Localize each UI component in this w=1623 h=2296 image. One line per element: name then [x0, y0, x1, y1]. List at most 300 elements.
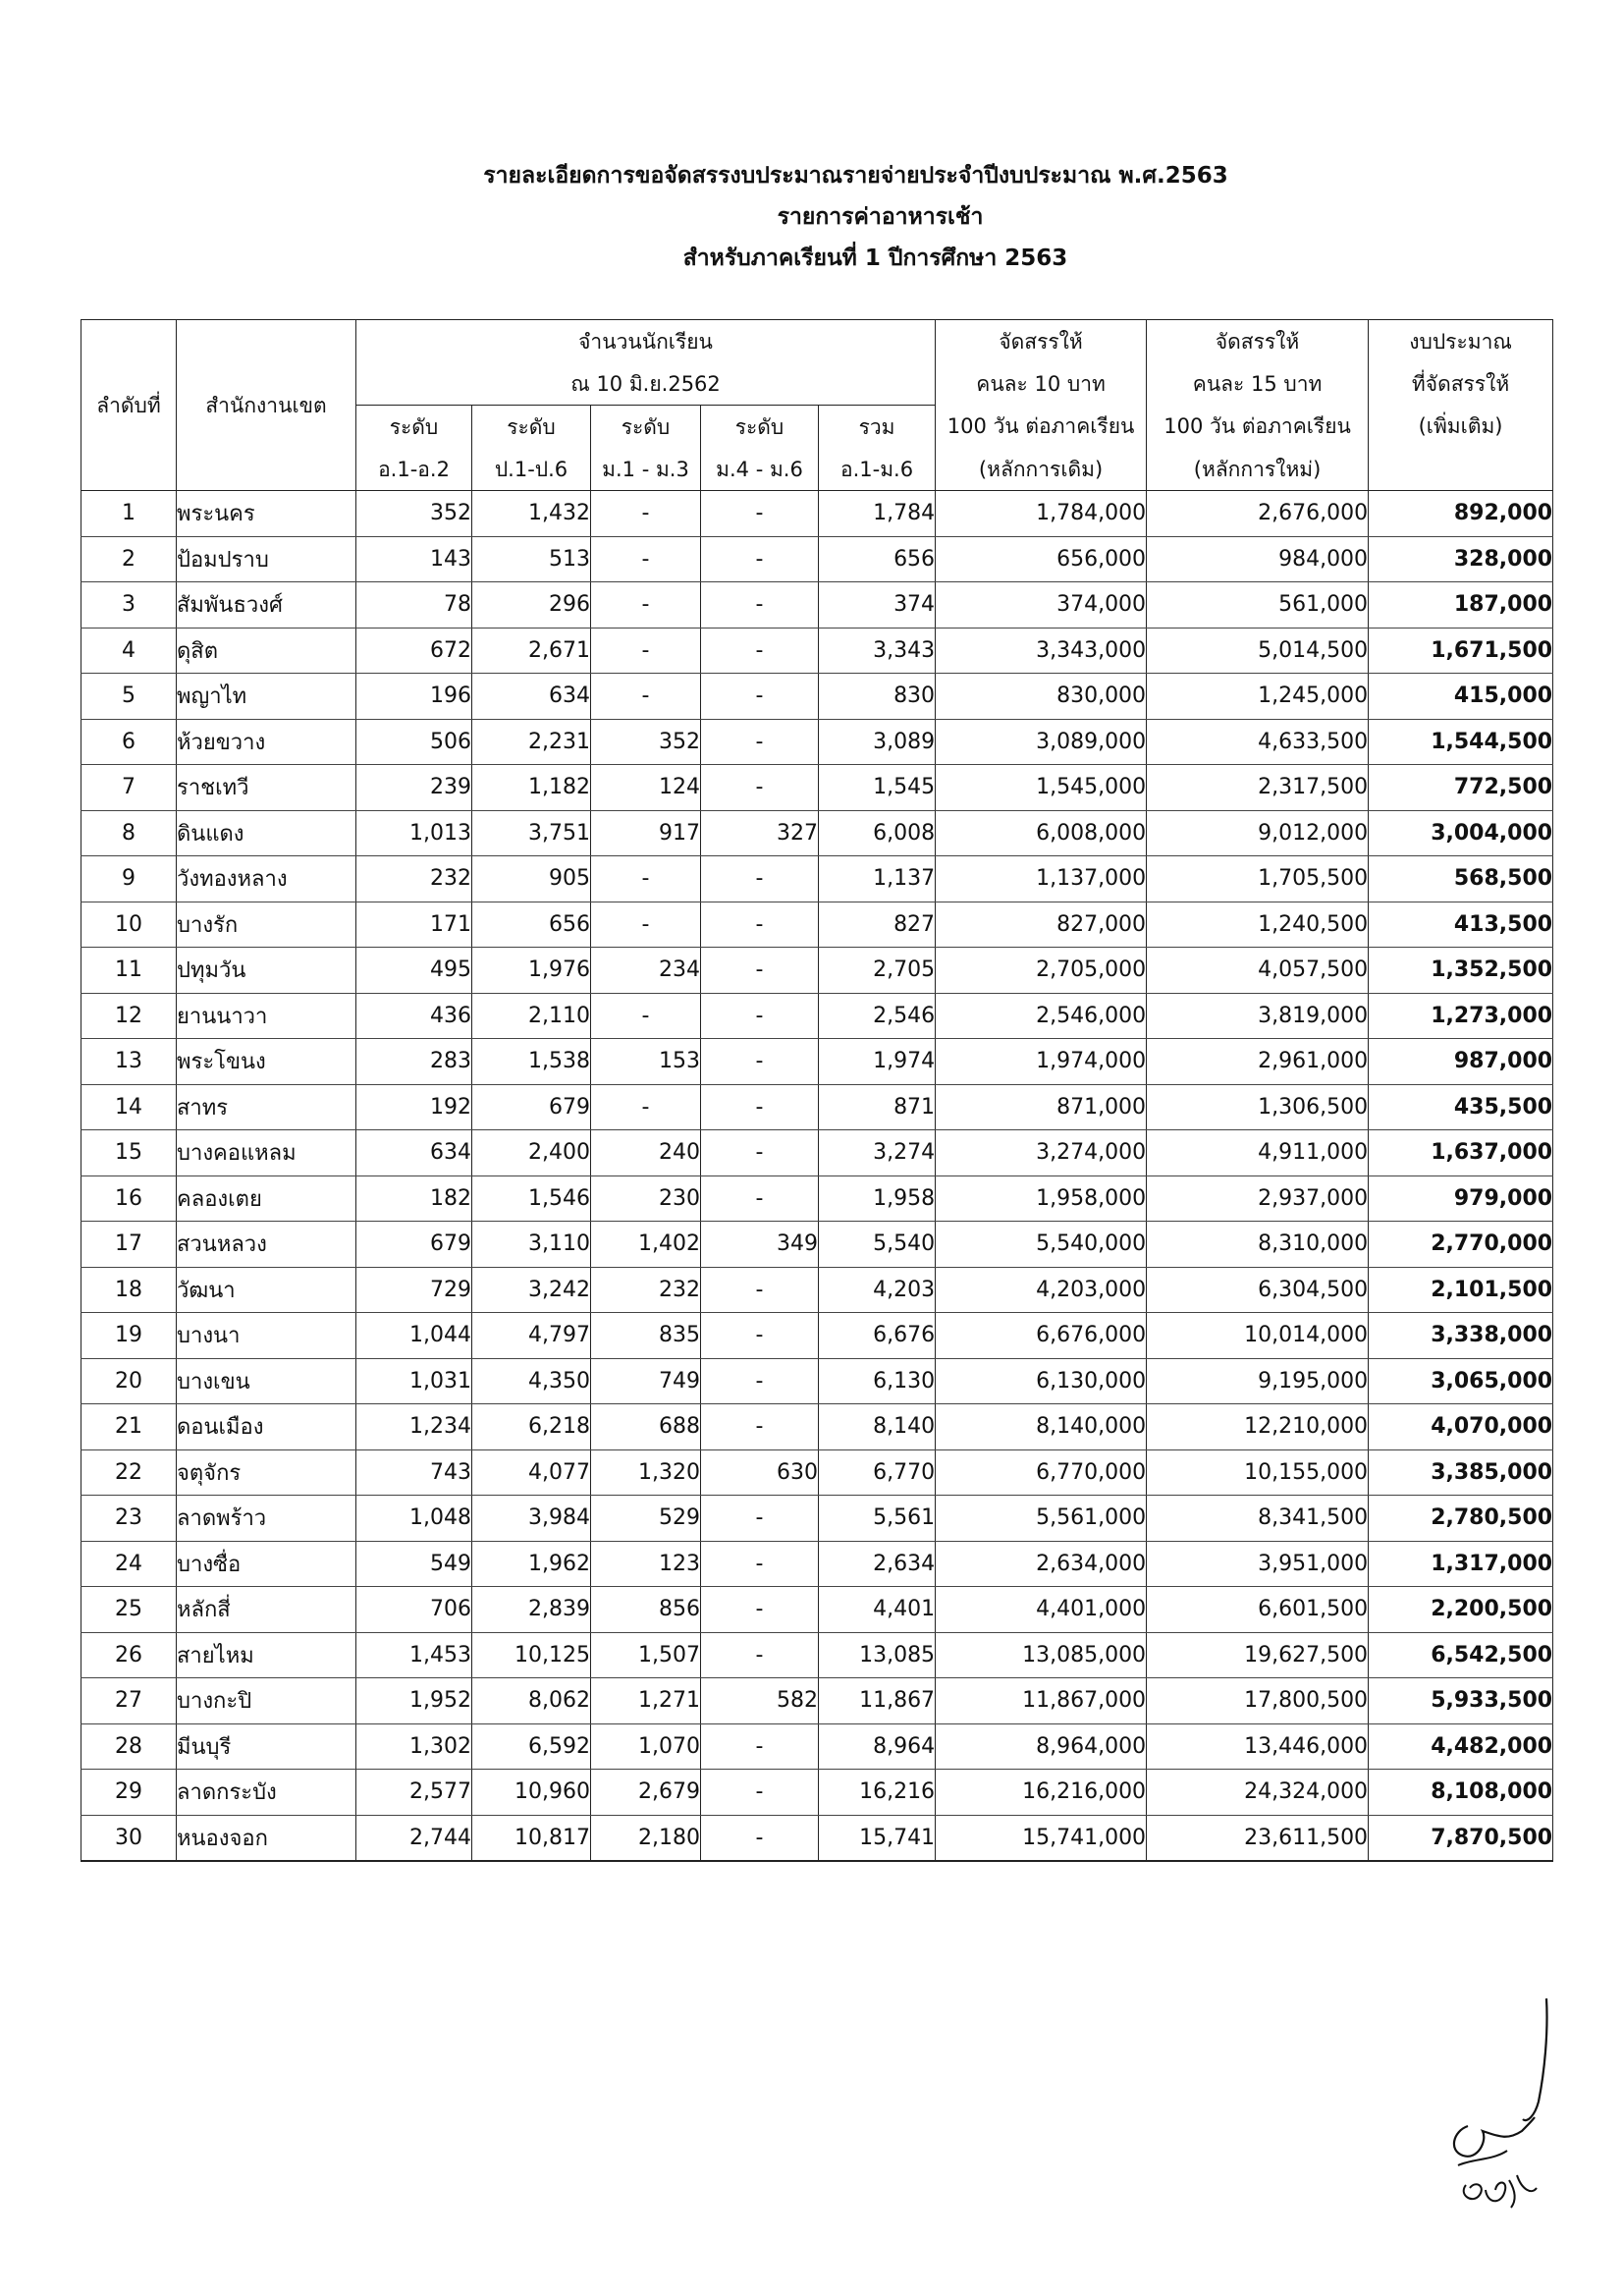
- cell-lvl4: -: [701, 1723, 819, 1770]
- cell-no: 19: [81, 1313, 177, 1359]
- cell-office: บางซื่อ: [177, 1541, 356, 1587]
- table-row: [81, 582, 1553, 629]
- cell-lvl1: 743: [356, 1449, 472, 1496]
- cell-no: 16: [81, 1175, 177, 1222]
- cell-new-alloc: 17,800,500: [1147, 1678, 1369, 1724]
- cell-lvl4: -: [701, 674, 819, 720]
- cell-new-alloc: 23,611,500: [1147, 1815, 1369, 1861]
- table-row: [81, 1358, 1553, 1404]
- cell-old-alloc: 8,140,000: [936, 1404, 1147, 1450]
- cell-new-alloc: 1,705,500: [1147, 856, 1369, 902]
- cell-old-alloc: 1,974,000: [936, 1039, 1147, 1085]
- cell-lvl3: 835: [591, 1313, 701, 1359]
- cell-lvl2: 296: [472, 582, 591, 629]
- table-row: [81, 719, 1553, 765]
- header-students-2: ณ 10 มิ.ย.2562: [356, 362, 936, 406]
- header-lvl4-a: ระดับ: [701, 406, 819, 449]
- cell-lvl4: -: [701, 1770, 819, 1816]
- cell-lvl3: 917: [591, 810, 701, 856]
- cell-lvl1: 232: [356, 856, 472, 902]
- cell-lvl1: 436: [356, 993, 472, 1039]
- header-old-2: คนละ 10 บาท: [936, 362, 1147, 406]
- cell-lvl4: 327: [701, 810, 819, 856]
- cell-lvl1: 143: [356, 536, 472, 582]
- cell-lvl3: 153: [591, 1039, 701, 1085]
- cell-no: 30: [81, 1815, 177, 1861]
- cell-budget: 7,870,500: [1369, 1815, 1553, 1861]
- cell-lvl2: 1,538: [472, 1039, 591, 1085]
- cell-lvl3: 1,507: [591, 1632, 701, 1678]
- cell-lvl2: 6,218: [472, 1404, 591, 1450]
- cell-office: วัฒนา: [177, 1267, 356, 1313]
- cell-no: 7: [81, 765, 177, 811]
- cell-budget: 2,780,500: [1369, 1496, 1553, 1542]
- cell-old-alloc: 374,000: [936, 582, 1147, 629]
- cell-old-alloc: 6,130,000: [936, 1358, 1147, 1404]
- cell-lvl3: -: [591, 993, 701, 1039]
- table-row: [81, 1632, 1553, 1678]
- cell-budget: 1,352,500: [1369, 948, 1553, 994]
- cell-total: 6,008: [819, 810, 936, 856]
- cell-budget: 8,108,000: [1369, 1770, 1553, 1816]
- cell-total: 6,676: [819, 1313, 936, 1359]
- cell-lvl2: 905: [472, 856, 591, 902]
- cell-old-alloc: 6,770,000: [936, 1449, 1147, 1496]
- cell-lvl2: 10,125: [472, 1632, 591, 1678]
- table-row: [81, 1723, 1553, 1770]
- header-office: สำนักงานเขต: [177, 320, 356, 491]
- table-row: [81, 1587, 1553, 1633]
- cell-office: บางกะปิ: [177, 1678, 356, 1724]
- cell-lvl2: 4,350: [472, 1358, 591, 1404]
- cell-old-alloc: 8,964,000: [936, 1723, 1147, 1770]
- cell-lvl3: 1,070: [591, 1723, 701, 1770]
- cell-old-alloc: 3,343,000: [936, 628, 1147, 674]
- cell-lvl4: 349: [701, 1222, 819, 1268]
- cell-no: 28: [81, 1723, 177, 1770]
- table-row: [81, 1770, 1553, 1816]
- cell-lvl2: 634: [472, 674, 591, 720]
- cell-office: ดอนเมือง: [177, 1404, 356, 1450]
- cell-lvl2: 8,062: [472, 1678, 591, 1724]
- cell-total: 827: [819, 902, 936, 948]
- cell-total: 11,867: [819, 1678, 936, 1724]
- cell-new-alloc: 4,911,000: [1147, 1130, 1369, 1176]
- header-new-4: (หลักการใหม่): [1147, 448, 1369, 491]
- cell-office: บางเขน: [177, 1358, 356, 1404]
- cell-office: จตุจักร: [177, 1449, 356, 1496]
- cell-old-alloc: 4,401,000: [936, 1587, 1147, 1633]
- cell-no: 8: [81, 810, 177, 856]
- cell-old-alloc: 2,546,000: [936, 993, 1147, 1039]
- cell-office: พระโขนง: [177, 1039, 356, 1085]
- cell-budget: 2,101,500: [1369, 1267, 1553, 1313]
- cell-new-alloc: 3,819,000: [1147, 993, 1369, 1039]
- cell-budget: 5,933,500: [1369, 1678, 1553, 1724]
- cell-total: 4,401: [819, 1587, 936, 1633]
- cell-office: มีนบุรี: [177, 1723, 356, 1770]
- cell-lvl4: -: [701, 1541, 819, 1587]
- cell-new-alloc: 6,601,500: [1147, 1587, 1369, 1633]
- cell-lvl1: 495: [356, 948, 472, 994]
- cell-office: หนองจอก: [177, 1815, 356, 1861]
- cell-lvl3: 529: [591, 1496, 701, 1542]
- cell-office: พระนคร: [177, 491, 356, 537]
- cell-lvl3: 1,320: [591, 1449, 701, 1496]
- table-row: [81, 1404, 1553, 1450]
- cell-new-alloc: 2,676,000: [1147, 491, 1369, 537]
- cell-lvl3: 2,679: [591, 1770, 701, 1816]
- cell-total: 2,546: [819, 993, 936, 1039]
- cell-lvl2: 513: [472, 536, 591, 582]
- cell-lvl4: -: [701, 856, 819, 902]
- cell-office: ยานนาวา: [177, 993, 356, 1039]
- cell-lvl1: 549: [356, 1541, 472, 1587]
- cell-lvl4: -: [701, 1404, 819, 1450]
- table-row: [81, 491, 1553, 537]
- cell-office: บางนา: [177, 1313, 356, 1359]
- cell-budget: 4,482,000: [1369, 1723, 1553, 1770]
- cell-no: 10: [81, 902, 177, 948]
- cell-budget: 892,000: [1369, 491, 1553, 537]
- cell-total: 1,974: [819, 1039, 936, 1085]
- table-row: [81, 902, 1553, 948]
- cell-lvl1: 729: [356, 1267, 472, 1313]
- cell-lvl3: 230: [591, 1175, 701, 1222]
- table-row: [81, 1039, 1553, 1085]
- cell-lvl3: -: [591, 1084, 701, 1130]
- cell-no: 17: [81, 1222, 177, 1268]
- cell-lvl1: 352: [356, 491, 472, 537]
- cell-budget: 413,500: [1369, 902, 1553, 948]
- header-lvl3-a: ระดับ: [591, 406, 701, 449]
- cell-no: 13: [81, 1039, 177, 1085]
- cell-lvl3: -: [591, 856, 701, 902]
- cell-lvl4: -: [701, 536, 819, 582]
- cell-lvl1: 1,044: [356, 1313, 472, 1359]
- cell-no: 29: [81, 1770, 177, 1816]
- cell-lvl1: 2,744: [356, 1815, 472, 1861]
- cell-budget: 3,385,000: [1369, 1449, 1553, 1496]
- cell-lvl3: 688: [591, 1404, 701, 1450]
- cell-total: 1,784: [819, 491, 936, 537]
- cell-new-alloc: 9,195,000: [1147, 1358, 1369, 1404]
- cell-no: 22: [81, 1449, 177, 1496]
- cell-lvl4: -: [701, 628, 819, 674]
- cell-lvl4: -: [701, 1587, 819, 1633]
- cell-lvl2: 4,077: [472, 1449, 591, 1496]
- cell-total: 16,216: [819, 1770, 936, 1816]
- cell-old-alloc: 5,561,000: [936, 1496, 1147, 1542]
- header-lvl1-b: อ.1-อ.2: [356, 448, 472, 491]
- header-total-a: รวม: [819, 406, 936, 449]
- cell-office: ลาดกระบัง: [177, 1770, 356, 1816]
- cell-lvl1: 706: [356, 1587, 472, 1633]
- table-row: [81, 1496, 1553, 1542]
- cell-office: ปทุมวัน: [177, 948, 356, 994]
- table-row: [81, 993, 1553, 1039]
- cell-lvl1: 2,577: [356, 1770, 472, 1816]
- cell-no: 18: [81, 1267, 177, 1313]
- cell-no: 20: [81, 1358, 177, 1404]
- table-row: [81, 1313, 1553, 1359]
- cell-old-alloc: 13,085,000: [936, 1632, 1147, 1678]
- cell-lvl3: 856: [591, 1587, 701, 1633]
- cell-budget: 1,637,000: [1369, 1130, 1553, 1176]
- cell-lvl2: 679: [472, 1084, 591, 1130]
- header-total-b: อ.1-ม.6: [819, 448, 936, 491]
- header-lvl1-a: ระดับ: [356, 406, 472, 449]
- cell-total: 8,140: [819, 1404, 936, 1450]
- cell-old-alloc: 6,676,000: [936, 1313, 1147, 1359]
- cell-lvl2: 3,751: [472, 810, 591, 856]
- cell-lvl4: -: [701, 1084, 819, 1130]
- cell-budget: 187,000: [1369, 582, 1553, 629]
- cell-total: 2,705: [819, 948, 936, 994]
- cell-lvl2: 1,962: [472, 1541, 591, 1587]
- cell-lvl1: 1,013: [356, 810, 472, 856]
- table-row: [81, 1222, 1553, 1268]
- cell-lvl2: 656: [472, 902, 591, 948]
- cell-old-alloc: 11,867,000: [936, 1678, 1147, 1724]
- cell-lvl4: -: [701, 582, 819, 629]
- cell-lvl4: -: [701, 719, 819, 765]
- cell-new-alloc: 1,240,500: [1147, 902, 1369, 948]
- cell-new-alloc: 10,155,000: [1147, 1449, 1369, 1496]
- cell-new-alloc: 8,341,500: [1147, 1496, 1369, 1542]
- cell-total: 3,089: [819, 719, 936, 765]
- cell-new-alloc: 9,012,000: [1147, 810, 1369, 856]
- cell-lvl1: 506: [356, 719, 472, 765]
- title-line-2: รายการค่าอาหารเช้า: [777, 204, 984, 230]
- cell-new-alloc: 561,000: [1147, 582, 1369, 629]
- cell-lvl2: 3,242: [472, 1267, 591, 1313]
- header-old-1: จัดสรรให้: [936, 320, 1147, 363]
- cell-budget: 3,338,000: [1369, 1313, 1553, 1359]
- cell-old-alloc: 3,089,000: [936, 719, 1147, 765]
- cell-lvl3: -: [591, 902, 701, 948]
- cell-no: 5: [81, 674, 177, 720]
- cell-lvl3: 749: [591, 1358, 701, 1404]
- cell-new-alloc: 1,306,500: [1147, 1084, 1369, 1130]
- cell-lvl3: -: [591, 491, 701, 537]
- cell-lvl3: -: [591, 674, 701, 720]
- cell-no: 25: [81, 1587, 177, 1633]
- cell-no: 6: [81, 719, 177, 765]
- table-body: [81, 491, 1553, 1862]
- cell-lvl1: 672: [356, 628, 472, 674]
- cell-lvl2: 1,432: [472, 491, 591, 537]
- cell-lvl1: 679: [356, 1222, 472, 1268]
- cell-lvl1: 196: [356, 674, 472, 720]
- cell-lvl1: 283: [356, 1039, 472, 1085]
- table-row: [81, 628, 1553, 674]
- cell-budget: 568,500: [1369, 856, 1553, 902]
- cell-new-alloc: 13,446,000: [1147, 1723, 1369, 1770]
- cell-office: บางคอแหลม: [177, 1130, 356, 1176]
- cell-lvl4: 630: [701, 1449, 819, 1496]
- cell-lvl3: 1,271: [591, 1678, 701, 1724]
- cell-lvl4: -: [701, 1039, 819, 1085]
- cell-lvl1: 239: [356, 765, 472, 811]
- table-row: [81, 948, 1553, 994]
- cell-lvl1: 192: [356, 1084, 472, 1130]
- cell-new-alloc: 12,210,000: [1147, 1404, 1369, 1450]
- cell-new-alloc: 24,324,000: [1147, 1770, 1369, 1816]
- cell-old-alloc: 1,784,000: [936, 491, 1147, 537]
- cell-no: 3: [81, 582, 177, 629]
- table-row: [81, 1130, 1553, 1176]
- cell-office: สัมพันธวงศ์: [177, 582, 356, 629]
- cell-total: 2,634: [819, 1541, 936, 1587]
- cell-total: 8,964: [819, 1723, 936, 1770]
- cell-budget: 415,000: [1369, 674, 1553, 720]
- cell-old-alloc: 1,958,000: [936, 1175, 1147, 1222]
- cell-lvl4: -: [701, 1313, 819, 1359]
- cell-lvl4: 582: [701, 1678, 819, 1724]
- handwritten-signature: [1429, 1994, 1576, 2219]
- cell-lvl1: 182: [356, 1175, 472, 1222]
- cell-lvl3: 232: [591, 1267, 701, 1313]
- cell-total: 830: [819, 674, 936, 720]
- cell-office: หลักสี่: [177, 1587, 356, 1633]
- cell-lvl2: 2,110: [472, 993, 591, 1039]
- cell-office: ป้อมปราบ: [177, 536, 356, 582]
- header-lvl2-b: ป.1-ป.6: [472, 448, 591, 491]
- cell-old-alloc: 1,137,000: [936, 856, 1147, 902]
- table-row: [81, 1815, 1553, 1861]
- table-row: [81, 1084, 1553, 1130]
- header-new-2: คนละ 15 บาท: [1147, 362, 1369, 406]
- cell-office: ห้วยขวาง: [177, 719, 356, 765]
- cell-new-alloc: 8,310,000: [1147, 1222, 1369, 1268]
- cell-total: 1,958: [819, 1175, 936, 1222]
- cell-lvl3: 1,402: [591, 1222, 701, 1268]
- cell-lvl2: 10,960: [472, 1770, 591, 1816]
- cell-budget: 2,200,500: [1369, 1587, 1553, 1633]
- cell-office: สายไหม: [177, 1632, 356, 1678]
- cell-no: 11: [81, 948, 177, 994]
- cell-old-alloc: 3,274,000: [936, 1130, 1147, 1176]
- cell-office: ลาดพร้าว: [177, 1496, 356, 1542]
- cell-budget: 987,000: [1369, 1039, 1553, 1085]
- table-row: [81, 765, 1553, 811]
- header-budget-2: ที่จัดสรรให้: [1369, 362, 1553, 406]
- cell-old-alloc: 6,008,000: [936, 810, 1147, 856]
- cell-total: 4,203: [819, 1267, 936, 1313]
- cell-lvl1: 1,952: [356, 1678, 472, 1724]
- cell-lvl1: 634: [356, 1130, 472, 1176]
- cell-new-alloc: 3,951,000: [1147, 1541, 1369, 1587]
- cell-lvl2: 10,817: [472, 1815, 591, 1861]
- header-lvl3-b: ม.1 - ม.3: [591, 448, 701, 491]
- cell-office: ราชเทวี: [177, 765, 356, 811]
- cell-lvl2: 2,839: [472, 1587, 591, 1633]
- cell-lvl2: 3,110: [472, 1222, 591, 1268]
- cell-office: ดุสิต: [177, 628, 356, 674]
- cell-lvl4: -: [701, 1175, 819, 1222]
- cell-lvl4: -: [701, 902, 819, 948]
- cell-total: 1,137: [819, 856, 936, 902]
- cell-lvl1: 1,234: [356, 1404, 472, 1450]
- table-row: [81, 536, 1553, 582]
- cell-no: 2: [81, 536, 177, 582]
- header-students-1: จำนวนนักเรียน: [356, 320, 936, 363]
- cell-lvl4: -: [701, 765, 819, 811]
- cell-no: 21: [81, 1404, 177, 1450]
- cell-lvl3: 240: [591, 1130, 701, 1176]
- cell-total: 6,770: [819, 1449, 936, 1496]
- cell-old-alloc: 2,705,000: [936, 948, 1147, 994]
- cell-budget: 1,544,500: [1369, 719, 1553, 765]
- cell-old-alloc: 15,741,000: [936, 1815, 1147, 1861]
- cell-lvl3: 352: [591, 719, 701, 765]
- header-budget-blank: [1369, 448, 1553, 491]
- cell-lvl1: 171: [356, 902, 472, 948]
- cell-office: บางรัก: [177, 902, 356, 948]
- cell-office: สวนหลวง: [177, 1222, 356, 1268]
- cell-budget: 435,500: [1369, 1084, 1553, 1130]
- table-row: [81, 810, 1553, 856]
- cell-no: 27: [81, 1678, 177, 1724]
- title-line-1: รายละเอียดการขอจัดสรรงบประมาณรายจ่ายประจำปีงบประมาณ พ.ศ.2563: [483, 163, 1228, 189]
- cell-new-alloc: 2,937,000: [1147, 1175, 1369, 1222]
- table-row: [81, 1541, 1553, 1587]
- header-new-1: จัดสรรให้: [1147, 320, 1369, 363]
- cell-total: 871: [819, 1084, 936, 1130]
- cell-old-alloc: 1,545,000: [936, 765, 1147, 811]
- cell-no: 26: [81, 1632, 177, 1678]
- cell-new-alloc: 4,633,500: [1147, 719, 1369, 765]
- cell-budget: 2,770,000: [1369, 1222, 1553, 1268]
- cell-lvl4: -: [701, 1267, 819, 1313]
- header-lvl2-a: ระดับ: [472, 406, 591, 449]
- document-title: [0, 155, 1623, 279]
- cell-budget: 1,671,500: [1369, 628, 1553, 674]
- header-new-3: 100 วัน ต่อภาคเรียน: [1147, 406, 1369, 449]
- cell-lvl2: 1,182: [472, 765, 591, 811]
- cell-old-alloc: 827,000: [936, 902, 1147, 948]
- cell-budget: 1,273,000: [1369, 993, 1553, 1039]
- cell-total: 374: [819, 582, 936, 629]
- cell-new-alloc: 19,627,500: [1147, 1632, 1369, 1678]
- cell-budget: 4,070,000: [1369, 1404, 1553, 1450]
- cell-no: 14: [81, 1084, 177, 1130]
- header-no: ลำดับที่: [81, 320, 177, 491]
- cell-new-alloc: 10,014,000: [1147, 1313, 1369, 1359]
- cell-lvl2: 4,797: [472, 1313, 591, 1359]
- cell-lvl3: 2,180: [591, 1815, 701, 1861]
- cell-total: 1,545: [819, 765, 936, 811]
- cell-total: 3,274: [819, 1130, 936, 1176]
- cell-no: 12: [81, 993, 177, 1039]
- cell-office: วังทองหลาง: [177, 856, 356, 902]
- header-old-4: (หลักการเดิม): [936, 448, 1147, 491]
- cell-lvl1: 78: [356, 582, 472, 629]
- cell-new-alloc: 5,014,500: [1147, 628, 1369, 674]
- cell-budget: 328,000: [1369, 536, 1553, 582]
- cell-lvl2: 2,231: [472, 719, 591, 765]
- cell-total: 656: [819, 536, 936, 582]
- cell-no: 1: [81, 491, 177, 537]
- cell-no: 23: [81, 1496, 177, 1542]
- cell-office: คลองเตย: [177, 1175, 356, 1222]
- cell-lvl2: 3,984: [472, 1496, 591, 1542]
- cell-lvl1: 1,048: [356, 1496, 472, 1542]
- cell-old-alloc: 656,000: [936, 536, 1147, 582]
- cell-old-alloc: 871,000: [936, 1084, 1147, 1130]
- cell-office: สาทร: [177, 1084, 356, 1130]
